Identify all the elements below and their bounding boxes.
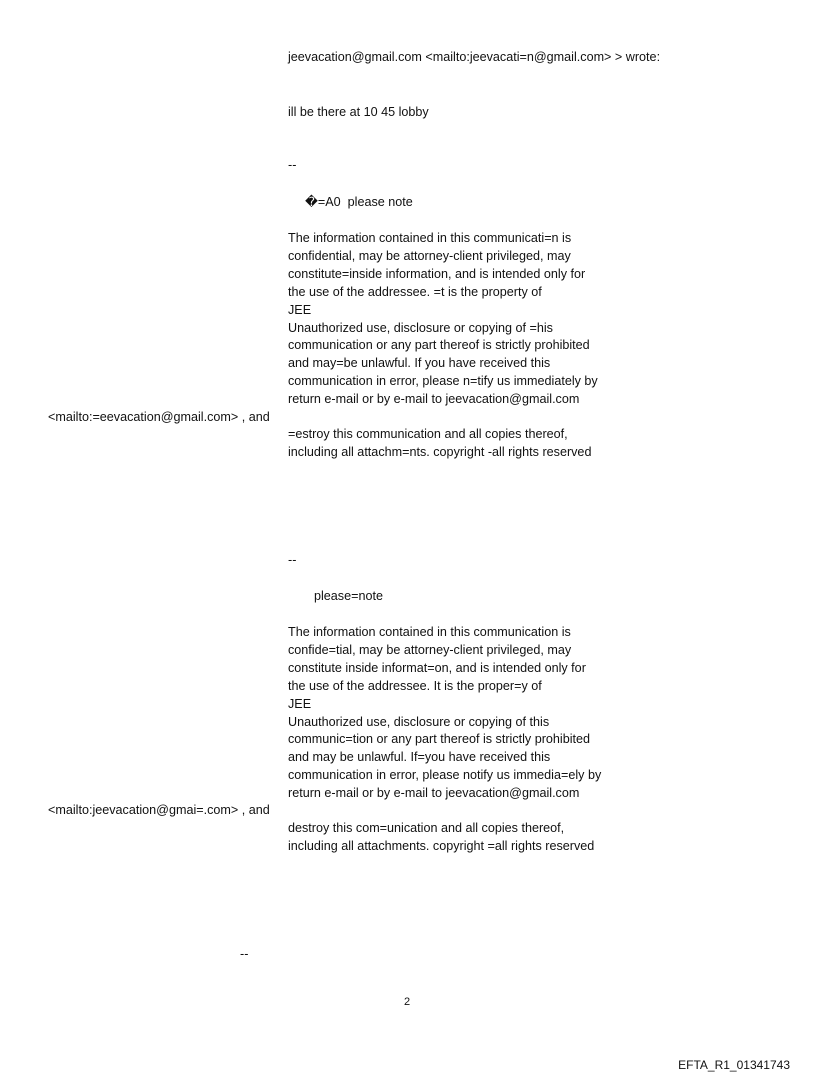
- disclaimer-line: constitute inside informat=on, and is intended only for: [288, 660, 586, 675]
- disclaimer-line: the use of the addressee. It is the proper=y of: [288, 678, 542, 693]
- separator-1: --: [288, 158, 297, 172]
- disclaimer-line: Unauthorized use, disclosure or copying of this: [288, 714, 550, 729]
- separator-2: --: [288, 553, 297, 567]
- reply-text: ill be there at 10 45 lobby: [288, 105, 429, 119]
- disclaimer-block-2-end: [288, 820, 688, 856]
- disclaimer-line: confidential, may be attorney-client privileged, may: [288, 248, 571, 263]
- disclaimer-line: Unauthorized use, disclosure or copying of =his: [288, 320, 553, 335]
- disclaimer-line: communication in error, please notify us immedia=ely by: [288, 768, 602, 783]
- disclaimer-line: communication in error, please n=tify us immediately by: [288, 374, 598, 389]
- note-heading-2: please=note: [314, 589, 383, 603]
- disclaimer-line: communication or any part thereof is strictly prohibited: [288, 338, 590, 353]
- disclaimer-line: The information contained in this communicati=n is: [288, 231, 572, 245]
- disclaimer-block-2: [288, 624, 688, 803]
- disclaimer-line: The information contained in this communication is: [288, 625, 571, 639]
- disclaimer-line: return e-mail or by e-mail to jeevacation@gmail.com: [288, 392, 580, 407]
- note-heading-1: �=A0 please note: [305, 195, 413, 209]
- disclaimer-line: and may=be unlawful. If you have received this: [288, 356, 551, 371]
- disclaimer-line: including all attachm=nts. copyright -all rights reserved: [288, 444, 592, 459]
- disclaimer-block-1: [288, 230, 688, 409]
- separator-3: --: [240, 947, 249, 961]
- disclaimer-line: and may be unlawful. If=you have received this: [288, 750, 551, 765]
- disclaimer-line: destroy this com=unication and all copies thereof,: [288, 821, 565, 835]
- disclaimer-block-1-end: [288, 426, 688, 462]
- mailto-line-2: <mailto:jeevacation@gmai=.com> , and: [48, 803, 270, 817]
- document-id: EFTA_R1_01341743: [678, 1058, 790, 1072]
- disclaimer-line: JEE: [288, 302, 312, 317]
- email-header-line: jeevacation@gmail.com <mailto:jeevacati=n@gmail.com> > wrote:: [288, 50, 661, 64]
- disclaimer-line: communic=tion or any part thereof is strictly prohibited: [288, 732, 591, 747]
- disclaimer-line: confide=tial, may be attorney-client privileged, may: [288, 642, 572, 657]
- page-number: 2: [404, 996, 411, 1008]
- disclaimer-line: =estroy this communication and all copies thereof,: [288, 427, 568, 441]
- disclaimer-line: JEE: [288, 696, 312, 711]
- disclaimer-line: the use of the addressee. =t is the property of: [288, 284, 542, 299]
- disclaimer-line: return e-mail or by e-mail to jeevacation@gmail.com: [288, 786, 580, 801]
- disclaimer-line: constitute=inside information, and is intended only for: [288, 266, 586, 281]
- mailto-line-1: <mailto:=eevacation@gmail.com> , and: [48, 410, 270, 424]
- disclaimer-line: including all attachments. copyright =all rights reserved: [288, 838, 595, 853]
